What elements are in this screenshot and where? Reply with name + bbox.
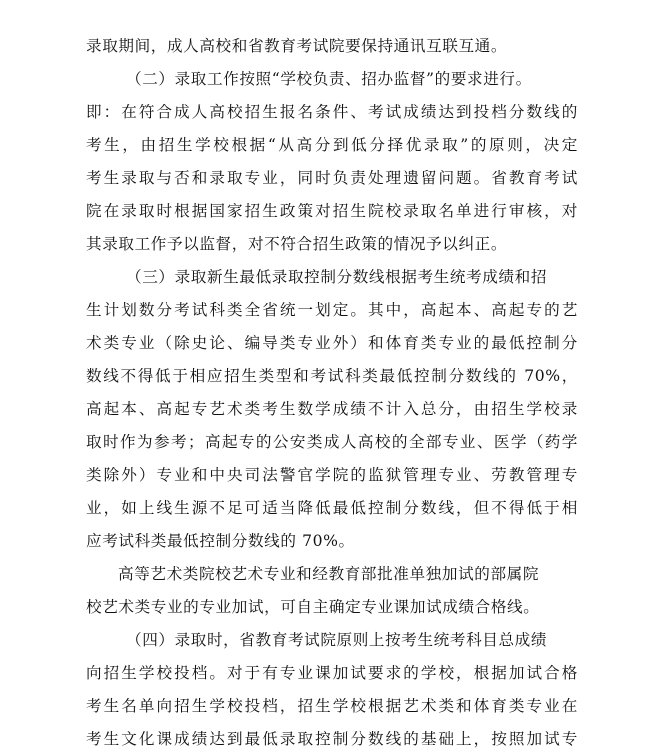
text-line: 数线不得低于相应招生类型和考试科类最低控制分数线的 70%，	[86, 367, 578, 385]
text-line: 类除外）专业和中央司法警官学院的监狱管理专业、劳教管理专	[86, 466, 578, 484]
text-line: 即：在符合成人高校招生报名条件、考试成绩达到投档分数线的	[86, 103, 578, 121]
text-line: 生计划数分考试科类全省统一划定。其中，高起本、高起专的艺	[86, 301, 578, 319]
text-line: 校艺术类专业的专业加试，可自主确定专业课加试成绩合格线。	[86, 598, 540, 616]
text-line: （二）录取工作按照“学校负责、招办监督”的要求进行。	[126, 70, 532, 88]
text-line: 术类专业（除史论、编导类专业外）和体育类专业的最低控制分	[86, 334, 578, 352]
text-line: 考生文化课成绩达到最低录取控制分数线的基础上，按照加试专	[86, 730, 578, 748]
text-line: 高等艺术类院校艺术专业和经教育部批准单独加试的部属院	[118, 565, 540, 583]
text-line: 考生录取与否和录取专业，同时负责处理遗留问题。省教育考试	[86, 169, 578, 187]
text-line: 高起本、高起专艺术类考生数学成绩不计入总分，由招生学校录	[86, 400, 578, 418]
text-line: 取时作为参考；高起专的公安类成人高校的全部专业、医学（药学	[86, 433, 578, 451]
text-line: 向招生学校投档。对于有专业课加试要求的学校，根据加试合格	[86, 664, 578, 682]
text-line: 院在录取时根据国家招生政策对招生院校录取名单进行审核，对	[86, 202, 578, 220]
text-line: 录取期间，成人高校和省教育考试院要保持通讯互联互通。	[86, 37, 508, 55]
text-line: （三）录取新生最低录取控制分数线根据考生统考成绩和招	[126, 268, 548, 286]
text-line: 考生，由招生学校根据“从高分到低分择优录取”的原则，决定	[86, 136, 578, 154]
text-line: 业，如上线生源不足可适当降低最低控制分数线，但不得低于相	[86, 499, 578, 517]
text-line: 其录取工作予以监督，对不符合招生政策的情况予以纠正。	[86, 235, 508, 253]
text-line: 应考试科类最低控制分数线的 70%。	[86, 532, 355, 550]
text-line: （四）录取时，省教育考试院原则上按考生统考科目总成绩	[126, 631, 548, 649]
document-page	[86, 0, 578, 752]
text-line: 考生名单向招生学校投档，招生学校根据艺术类和体育类专业在	[86, 697, 578, 715]
